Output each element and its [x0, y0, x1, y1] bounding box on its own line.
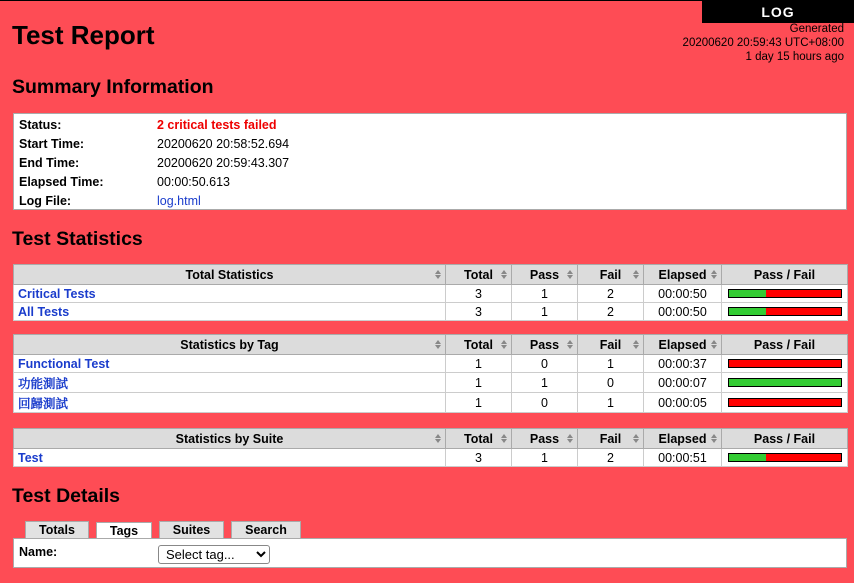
generated-label: Generated — [789, 23, 844, 35]
summary-box — [13, 113, 847, 210]
stat-fail: 2 — [578, 303, 644, 321]
sort-icon — [435, 340, 441, 349]
summary-row-elapsed-time — [14, 173, 846, 192]
stat-link-critical-tests[interactable]: Critical Tests — [18, 286, 96, 301]
stat-pass: 1 — [512, 449, 578, 467]
elapsed-time-value: 00:00:50.613 — [157, 175, 230, 189]
column-elapsed-label: Elapsed — [658, 337, 707, 352]
stat-pass: 0 — [512, 393, 578, 413]
start-time-value: 20200620 20:58:52.694 — [157, 137, 290, 151]
stat-fail: 2 — [578, 449, 644, 467]
pass-fail-bar — [728, 307, 842, 316]
start-time-label: Start Time: — [19, 137, 85, 151]
stat-fail: 1 — [578, 393, 644, 413]
log-button[interactable]: LOG — [702, 0, 854, 23]
sort-icon — [567, 340, 573, 349]
column-elapsed-label: Elapsed — [658, 431, 707, 446]
column-fail-label: Fail — [599, 337, 622, 352]
stat-pass: 1 — [512, 373, 578, 393]
total-statistics-table — [13, 264, 848, 321]
sort-icon — [633, 340, 639, 349]
sort-icon — [567, 270, 573, 279]
column-fail-label: Fail — [599, 431, 622, 446]
table-row — [14, 373, 848, 393]
column-fail[interactable] — [578, 265, 644, 285]
tag-select[interactable] — [158, 545, 270, 564]
total-statistics-header-label: Total Statistics — [185, 267, 274, 282]
stat-pass: 1 — [512, 285, 578, 303]
stat-total: 1 — [446, 393, 512, 413]
table-row — [14, 449, 848, 467]
column-pass-fail[interactable] — [722, 429, 848, 449]
column-pass-label: Pass — [529, 431, 560, 446]
stat-fail: 2 — [578, 285, 644, 303]
stat-link-regression-test-zh[interactable]: 回歸測試 — [18, 396, 69, 411]
table-row — [14, 285, 848, 303]
suite-statistics-header[interactable] — [14, 429, 446, 449]
stat-elapsed: 00:00:50 — [644, 303, 722, 321]
column-fail[interactable] — [578, 429, 644, 449]
stat-link-functional-test[interactable]: Functional Test — [18, 356, 110, 371]
generated-ago: 1 day 15 hours ago — [745, 51, 844, 63]
stat-total: 3 — [446, 285, 512, 303]
pass-fail-bar — [728, 398, 842, 407]
sort-icon — [567, 434, 573, 443]
stat-fail: 0 — [578, 373, 644, 393]
tag-statistics-header-label: Statistics by Tag — [180, 337, 279, 352]
column-pass[interactable] — [512, 429, 578, 449]
stat-elapsed: 00:00:51 — [644, 449, 722, 467]
stat-elapsed: 00:00:07 — [644, 373, 722, 393]
column-pass-fail-label: Pass / Fail — [753, 337, 816, 352]
stat-pass: 0 — [512, 355, 578, 373]
details-heading: Test Details — [12, 485, 121, 507]
tag-statistics-header[interactable] — [14, 335, 446, 355]
column-total-label: Total — [464, 431, 493, 446]
tab-totals[interactable]: Totals — [25, 521, 89, 538]
end-time-label: End Time: — [19, 156, 80, 170]
sort-icon — [435, 270, 441, 279]
column-total-label: Total — [464, 337, 493, 352]
sort-icon — [501, 270, 507, 279]
column-pass-fail-label: Pass / Fail — [753, 267, 816, 282]
tag-statistics-table — [13, 334, 848, 413]
pass-fail-bar — [728, 359, 842, 368]
tab-search[interactable]: Search — [231, 521, 301, 538]
sort-icon — [501, 434, 507, 443]
pass-fail-bar — [728, 453, 842, 462]
tag-name-label: Name: — [19, 545, 58, 559]
pass-fail-bar — [728, 378, 842, 387]
tab-suites[interactable]: Suites — [159, 521, 224, 538]
page-title: Test Report — [12, 20, 155, 50]
stat-elapsed: 00:00:05 — [644, 393, 722, 413]
pass-bar-fill — [729, 379, 841, 386]
details-panel — [13, 538, 847, 568]
column-elapsed[interactable] — [644, 265, 722, 285]
summary-row-end-time — [14, 154, 846, 173]
column-fail-label: Fail — [599, 267, 622, 282]
tab-tags[interactable]: Tags — [96, 522, 152, 539]
summary-row-start-time — [14, 135, 846, 154]
column-total[interactable] — [446, 429, 512, 449]
sort-icon — [711, 340, 717, 349]
stat-total: 1 — [446, 355, 512, 373]
status-value: 2 critical tests failed — [157, 118, 277, 132]
sort-icon — [633, 434, 639, 443]
total-statistics-header[interactable] — [14, 265, 446, 285]
sort-icon — [711, 434, 717, 443]
column-total[interactable] — [446, 335, 512, 355]
table-row — [14, 355, 848, 373]
status-label: Status: — [19, 118, 62, 132]
summary-row-log-file — [14, 192, 846, 211]
column-pass-fail[interactable] — [722, 265, 848, 285]
column-pass[interactable] — [512, 265, 578, 285]
generated-time: 20200620 20:59:43 UTC+08:00 — [682, 37, 844, 49]
elapsed-time-label: Elapsed Time: — [19, 175, 104, 189]
pass-bar-fill — [729, 308, 766, 315]
column-fail[interactable] — [578, 335, 644, 355]
end-time-value: 20200620 20:59:43.307 — [157, 156, 290, 170]
suite-statistics-header-label: Statistics by Suite — [175, 431, 284, 446]
sort-icon — [633, 270, 639, 279]
column-total-label: Total — [464, 267, 493, 282]
column-elapsed-label: Elapsed — [658, 267, 707, 282]
stat-pass: 1 — [512, 303, 578, 321]
stat-link-functional-test-zh[interactable]: 功能測試 — [18, 376, 69, 391]
column-pass-label: Pass — [529, 267, 560, 282]
column-pass-fail[interactable] — [722, 335, 848, 355]
column-pass-fail-label: Pass / Fail — [753, 431, 816, 446]
sort-icon — [501, 340, 507, 349]
stat-total: 3 — [446, 303, 512, 321]
log-file-label: Log File: — [19, 194, 72, 208]
pass-bar-fill — [729, 454, 766, 461]
column-pass[interactable] — [512, 335, 578, 355]
log-file-link[interactable]: log.html — [157, 194, 201, 208]
sort-icon — [435, 434, 441, 443]
stat-link-test-suite[interactable]: Test — [18, 450, 43, 465]
stat-total: 3 — [446, 449, 512, 467]
summary-row-status — [14, 116, 846, 135]
stat-elapsed: 00:00:50 — [644, 285, 722, 303]
sort-icon — [711, 270, 717, 279]
stat-link-all-tests[interactable]: All Tests — [18, 304, 70, 319]
column-elapsed[interactable] — [644, 335, 722, 355]
column-pass-label: Pass — [529, 337, 560, 352]
generated-info — [683, 22, 844, 64]
column-elapsed[interactable] — [644, 429, 722, 449]
summary-heading: Summary Information — [12, 76, 214, 98]
statistics-heading: Test Statistics — [12, 228, 143, 250]
stat-elapsed: 00:00:37 — [644, 355, 722, 373]
table-row — [14, 393, 848, 413]
table-row — [14, 303, 848, 321]
pass-bar-fill — [729, 290, 766, 297]
column-total[interactable] — [446, 265, 512, 285]
stat-total: 1 — [446, 373, 512, 393]
suite-statistics-table — [13, 428, 848, 467]
stat-fail: 1 — [578, 355, 644, 373]
pass-fail-bar — [728, 289, 842, 298]
